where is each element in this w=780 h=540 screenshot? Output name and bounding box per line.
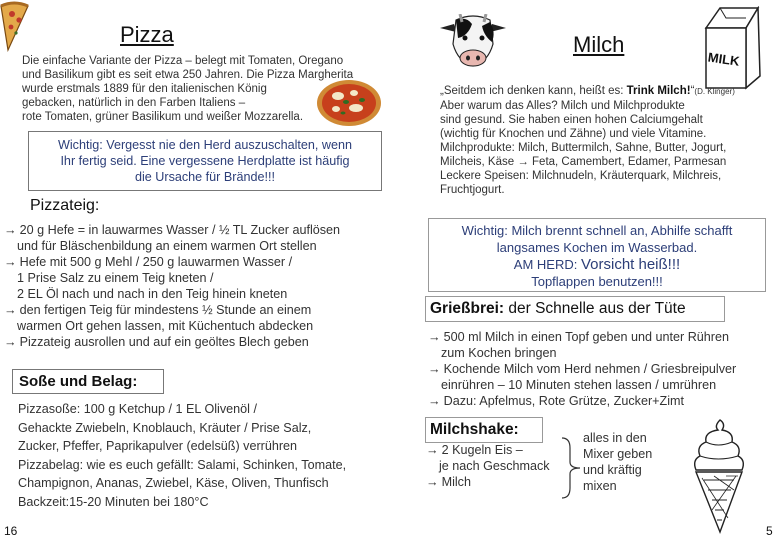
warning-line: langsames Kochen im Wasserbad. (496, 240, 698, 255)
intro-line: rote Tomaten, grüner Basilikum und weißer Mozzarella. (22, 111, 304, 123)
warning-line: Ihr fertig seid. Eine vergessene Herdplatte ist häufig (60, 154, 350, 168)
intro-line: gebacken, natürlich in den Farben Italiens – (22, 97, 246, 109)
griess-step: → Kochende Milch vom Herd nehmen / Griesbreipulver (428, 362, 737, 376)
arrow-right-icon: → (4, 335, 17, 349)
warning-line: Wichtig: Milch brennt schnell an, Abhilfe schafft (461, 223, 733, 238)
arrow-right-icon: → (4, 255, 17, 269)
intro-line: (wichtig für Knochen und Zähne) und viele Vitamine. (440, 128, 707, 140)
arrow-right-icon: → (428, 362, 441, 376)
sauce-line: Backzeit:15-20 Minuten bei 180°C (18, 494, 209, 509)
milk-carton-icon (702, 6, 764, 90)
dough-step: → 20 g Hefe = in lauwarmes Wasser / ½ TL Zucker auflösen (4, 223, 341, 237)
shake-instruction: und kräftig (583, 463, 642, 477)
intro-line: Milcheis, Käse → Feta, Camembert, Edamer, Parmesan (440, 156, 727, 168)
shake-heading-box (425, 417, 543, 443)
griess-heading: Grießbrei: der Schnelle aus der Tüte (430, 300, 686, 317)
intro-line: Aber warum das Alles? Milch und Milchprodukte (440, 100, 685, 112)
dough-step: → Hefe mit 500 g Mehl / 250 g lauwarmen Wasser / (4, 255, 293, 269)
intro-line: Leckere Speisen: Milchnudeln, Kräuterquark, Milchreis, (440, 170, 722, 182)
sauce-line: Pizzabelag: wie es euch gefällt: Salami, Schinken, Tomate, (18, 457, 347, 472)
brace-icon (560, 436, 582, 500)
shake-instruction: Mixer geben (583, 447, 653, 461)
intro-line: Fruchtjogurt. (440, 184, 505, 196)
arrow-right-icon: → (4, 303, 17, 317)
griess-step: einrühren – 10 Minuten stehen lassen / umrühren (441, 378, 717, 392)
stove-warning-box (28, 131, 382, 191)
pizza-photo (316, 76, 382, 128)
arrow-right-icon: → (428, 394, 441, 408)
arrow-right-icon: → (428, 330, 441, 344)
page-number-right: 5 (766, 524, 773, 538)
pizza-slice-icon (0, 0, 30, 52)
intro-line: und Basilikum gibt es seit etwa 250 Jahren. Die Pizza Margherita (22, 69, 354, 81)
dough-step: 2 EL Öl nach und nach in den Teig hinein kneten (17, 287, 288, 301)
milk-intro (440, 84, 760, 197)
shake-instructions (583, 430, 673, 494)
griess-step: → 500 ml Milch in einen Topf geben und unter Rühren (428, 330, 730, 344)
warning-line: Topflappen benutzen!!! (531, 274, 663, 289)
shake-instruction: mixen (583, 479, 617, 493)
warning-line: Wichtig: Vergesst nie den Herd auszuschalten, wenn (57, 138, 353, 152)
cow-icon (438, 14, 508, 72)
shake-step: je nach Geschmack (439, 459, 550, 473)
intro-line: wurde erstmals 1889 für den italienischen König (22, 83, 267, 95)
dough-heading: Pizzateig: (30, 197, 100, 214)
sauce-heading: Soße und Belag: (19, 373, 138, 390)
milk-warning-box (428, 218, 766, 292)
dough-steps (4, 222, 396, 350)
shake-step: → 2 Kugeln Eis – (426, 443, 523, 457)
intro-line: Die einfache Variante der Pizza – belegt mit Tomaten, Oregano (22, 55, 344, 67)
dough-step: → den fertigen Teig für mindestens ½ Stunde an einem (4, 303, 312, 317)
milk-title: Milch (573, 32, 625, 57)
dough-step: warmen Ort gehen lassen, mit Küchentuch abdecken (17, 319, 314, 333)
sauce-line: Zucker, Pfeffer, Paprikapulver (edelsüß) verrühren (18, 439, 298, 453)
sauce-line: Pizzasoße: 100 g Ketchup / 1 EL Olivenöl / (18, 402, 257, 416)
sauce-heading-box (12, 369, 164, 394)
milk-carton-label: MILK (706, 49, 741, 69)
shake-instruction: alles in den (583, 431, 647, 445)
dough-step: und für Bläschenbildung an einem warmen Ort stellen (17, 239, 317, 253)
arrow-right-icon: → (426, 475, 439, 489)
arrow-right-icon: → (4, 223, 17, 237)
shake-heading: Milchshake: (430, 421, 519, 438)
pizza-title: Pizza (120, 22, 174, 47)
intro-line: sind gesund. Sie haben einen hohen Calciumgehalt (440, 114, 703, 126)
page-number-left: 16 (4, 524, 18, 538)
arrow-right-icon: → (426, 443, 439, 457)
sauce-lines (18, 400, 398, 511)
quote-line: „Seitdem ich denken kann, heißt es: Trink Milch!“(D. Klinger) (440, 85, 735, 97)
shake-step: → Milch (426, 475, 471, 489)
warning-line: AM HERD: Vorsicht heiß!!! (513, 256, 681, 273)
intro-line: Milchprodukte: Milch, Buttermilch, Sahne, Butter, Jogurt, (440, 142, 727, 154)
griess-heading-box (425, 296, 725, 322)
griess-steps (428, 329, 768, 409)
warning-line: die Ursache für Brände!!! (134, 170, 275, 184)
griess-step: zum Kochen bringen (441, 346, 557, 360)
shake-ingredients (426, 442, 576, 490)
dough-step: 1 Prise Salz zu einem Teig kneten / (17, 271, 214, 285)
sauce-line: Gehackte Zwiebeln, Knoblauch, Kräuter / Prise Salz, (18, 420, 312, 435)
griess-step: → Dazu: Apfelmus, Rote Grütze, Zucker+Zimt (428, 394, 685, 408)
sauce-line: Champignon, Ananas, Zwiebel, Käse, Oliven, Thunfisch (18, 476, 329, 490)
dough-step: → Pizzateig ausrollen und auf ein geöltes Blech geben (4, 335, 309, 349)
ice-cream-cone-icon (690, 418, 748, 534)
